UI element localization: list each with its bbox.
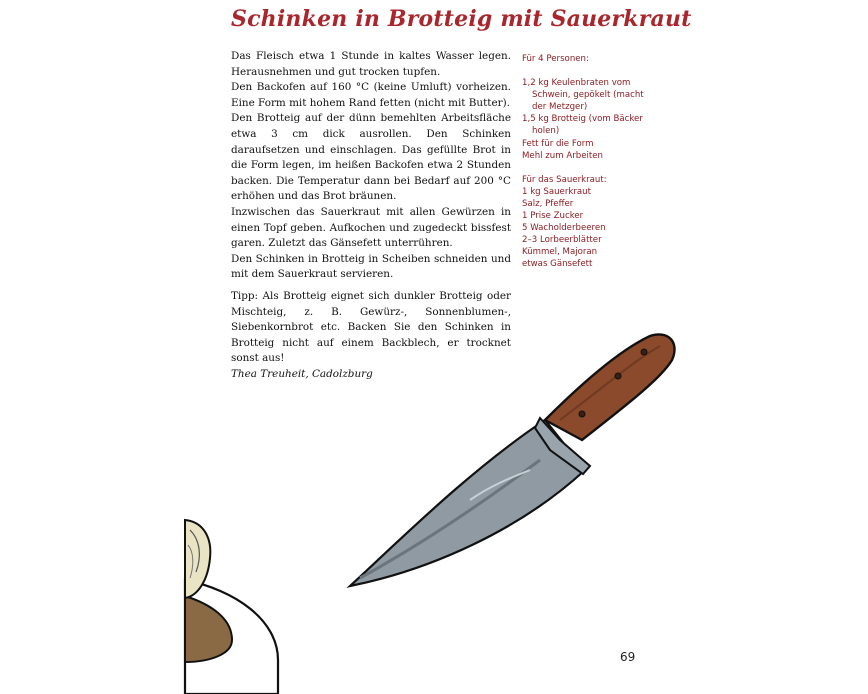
ingredient-item: 1 kg Sauerkraut — [522, 186, 591, 197]
page-number: 69 — [620, 650, 636, 664]
plate-illustration — [185, 520, 278, 694]
sauerkraut-heading: Für das Sauerkraut: — [522, 174, 607, 185]
ingredient-item: 5 Wacholderbeeren — [522, 223, 606, 234]
instruction-paragraph: Das Fleisch etwa 1 Stunde in kaltes Wasser legen. Herausnehmen und gut trocken tupfen. — [231, 50, 511, 78]
recipe-tip: Tipp: Als Brotteig eignet sich dunkler Brotteig oder Mischteig, z. B. Gewürz-, Sonnenblumen-, Siebenkornbrot etc. Backen Sie den Schinken in Brotteig nicht auf einem Backblech, er trocknet sonst aus! — [231, 290, 511, 365]
recipe-author: Thea Treuheit, Cadolzburg — [231, 367, 373, 380]
instruction-paragraph: Den Schinken in Brotteig in Scheiben schneiden und mit dem Sauerkraut servieren. — [231, 252, 511, 281]
ingredient-item: Salz, Pfeffer — [522, 198, 574, 209]
servings-label: Für 4 Personen: — [522, 54, 589, 64]
knife-illustration — [350, 334, 675, 586]
ingredient-item: 2–3 Lorbeerblätter — [522, 235, 602, 246]
ingredient-item: Fett für die Form — [522, 138, 594, 149]
instruction-paragraph: Den Brotteig auf der dünn bemehlten Arbeitsfläche etwa 3 cm dick ausrollen. Den Schinken daraufsetzen und einschlagen. Das gefüllte Brot in die Form legen, im heißen Backofen etwa 2 Stunden backen. Die Temperatur dann bei Bedarf auf 200 °C erhöhen und das Brot bräunen. — [231, 112, 511, 203]
ingredient-item: etwas Gänsefett — [522, 259, 593, 270]
ingredient-item: 1,2 kg Keulenbraten vom Schwein, gepökelt (macht der Metzger) — [522, 78, 644, 113]
recipe-title: Schinken in Brotteig mit Sauerkraut — [231, 6, 692, 32]
instruction-paragraph: Inzwischen das Sauerkraut mit allen Gewürzen in einen Topf geben. Aufkochen und zugedeckt bissfest garen. Zuletzt das Gänsefett unterrühren. — [231, 205, 511, 250]
ingredient-item: 1 Prise Zucker — [522, 211, 584, 222]
instruction-paragraph: Den Backofen auf 160 °C (keine Umluft) vorheizen. Eine Form mit hohem Rand fetten (nicht mit Butter). — [231, 81, 511, 109]
ingredient-item: 1,5 kg Brotteig (vom Bäcker holen) — [522, 114, 643, 137]
ingredient-item: Mehl zum Arbeiten — [522, 150, 603, 161]
ingredient-item: Kümmel, Majoran — [522, 247, 598, 258]
